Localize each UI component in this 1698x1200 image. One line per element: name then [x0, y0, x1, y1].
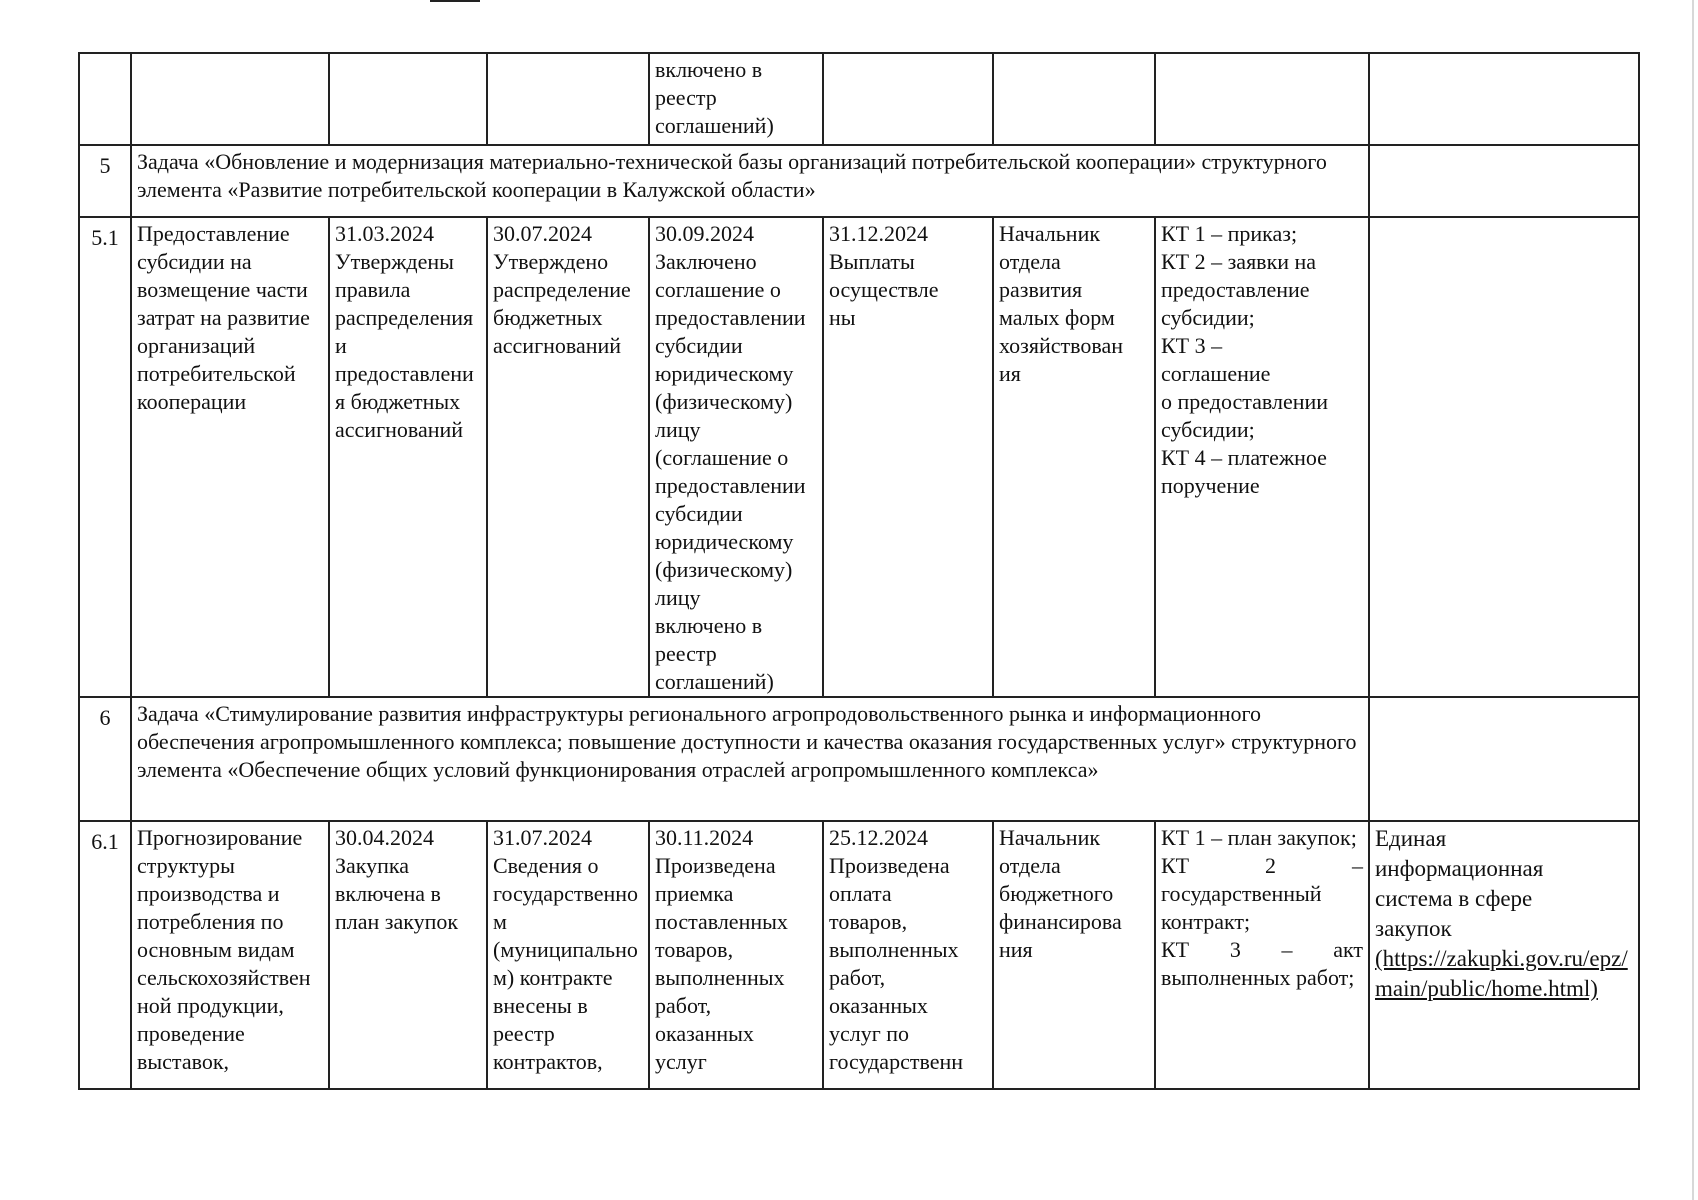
- table-row-6-1: [79, 821, 1639, 1089]
- cell-kt2: [487, 53, 649, 145]
- cell-info-system: [1369, 53, 1639, 145]
- cell-kt3: включено в реестр соглашений): [649, 53, 823, 145]
- table-row-continuation: [79, 53, 1639, 145]
- cell-kt4: 31.12.2024 Выплаты осуществле ны: [823, 217, 993, 697]
- row-number: 5.1: [79, 217, 131, 697]
- cell-responsible: [993, 53, 1155, 145]
- cell-responsible: Начальник отдела бюджетного финансирова ния: [993, 821, 1155, 1089]
- cell-kt2: 31.07.2024 Сведения о государственно м (муниципально м) контракте внесены в реестр контрактов,: [487, 821, 649, 1089]
- row-number: 5: [79, 145, 131, 217]
- cell-kt3: 30.11.2024 Произведена приемка поставленных товаров, выполненных работ, оказанных услуг: [649, 821, 823, 1089]
- cell-documents: КТ 1 – план закупок; КТ 2 – государственный контракт; КТ 3 – акт выполненных работ;: [1155, 821, 1369, 1089]
- table-row-task-6: [79, 697, 1639, 821]
- procurement-link[interactable]: (https://zakupki.gov.ru/epz/main/public/home.html): [1375, 946, 1628, 1001]
- cell-info-system: [1369, 145, 1639, 217]
- plan-table: [78, 52, 1640, 1090]
- cell-measure: Предоставление субсидии на возмещение части затрат на развитие организаций потребительской кооперации: [131, 217, 329, 697]
- scan-artifact-line: [430, 0, 480, 2]
- scan-edge-line: [1692, 0, 1694, 1200]
- cell-info-system: [1369, 217, 1639, 697]
- info-system-name: Единая информационная система в сфере закупок: [1375, 826, 1544, 941]
- cell-responsible: Начальник отдела развития малых форм хозяйствован ия: [993, 217, 1155, 697]
- row-number: 6: [79, 697, 131, 821]
- cell-documents: [1155, 53, 1369, 145]
- row-number: 6.1: [79, 821, 131, 1089]
- cell-kt2: 30.07.2024 Утверждено распределение бюджетных ассигнований: [487, 217, 649, 697]
- cell-documents: КТ 1 – приказ; КТ 2 – заявки на предоставление субсидии; КТ 3 – соглашение о предоставлении субсидии; КТ 4 – платежное поручение: [1155, 217, 1369, 697]
- cell-kt1: 30.04.2024 Закупка включена в план закупок: [329, 821, 487, 1089]
- table-row-task-5: [79, 145, 1639, 217]
- cell-kt3: 30.09.2024 Заключено соглашение о предоставлении субсидии юридическому (физическому) лицу (соглашение о предоставлении субсидии юридическому (физическому) лицу включено в реестр соглашений): [649, 217, 823, 697]
- cell-kt4: [823, 53, 993, 145]
- task-description: Задача «Обновление и модернизация материально-технической базы организаций потребительской кооперации» структурного элемента «Развитие потребительской кооперации в Калужской области»: [131, 145, 1369, 217]
- cell-kt1: [329, 53, 487, 145]
- cell-measure: [131, 53, 329, 145]
- cell-kt1: 31.03.2024 Утверждены правила распределения и предоставлени я бюджетных ассигнований: [329, 217, 487, 697]
- task-description: Задача «Стимулирование развития инфраструктуры регионального агропродовольственного рынка и информационного обеспечения агропромышленного комплекса; повышение доступности и качества оказания государственных услуг» структурного элемента «Обеспечение общих условий функционирования отраслей агропромышленного комплекса»: [131, 697, 1369, 821]
- cell-info-system: [1369, 821, 1639, 1089]
- table-row-5-1: [79, 217, 1639, 697]
- cell-kt4: 25.12.2024 Произведена оплата товаров, выполненных работ, оказанных услуг по государственн: [823, 821, 993, 1089]
- cell-info-system: [1369, 697, 1639, 821]
- row-number: [79, 53, 131, 145]
- cell-measure: Прогнозирование структуры производства и потребления по основным видам сельскохозяйствен ной продукции, проведение выставок,: [131, 821, 329, 1089]
